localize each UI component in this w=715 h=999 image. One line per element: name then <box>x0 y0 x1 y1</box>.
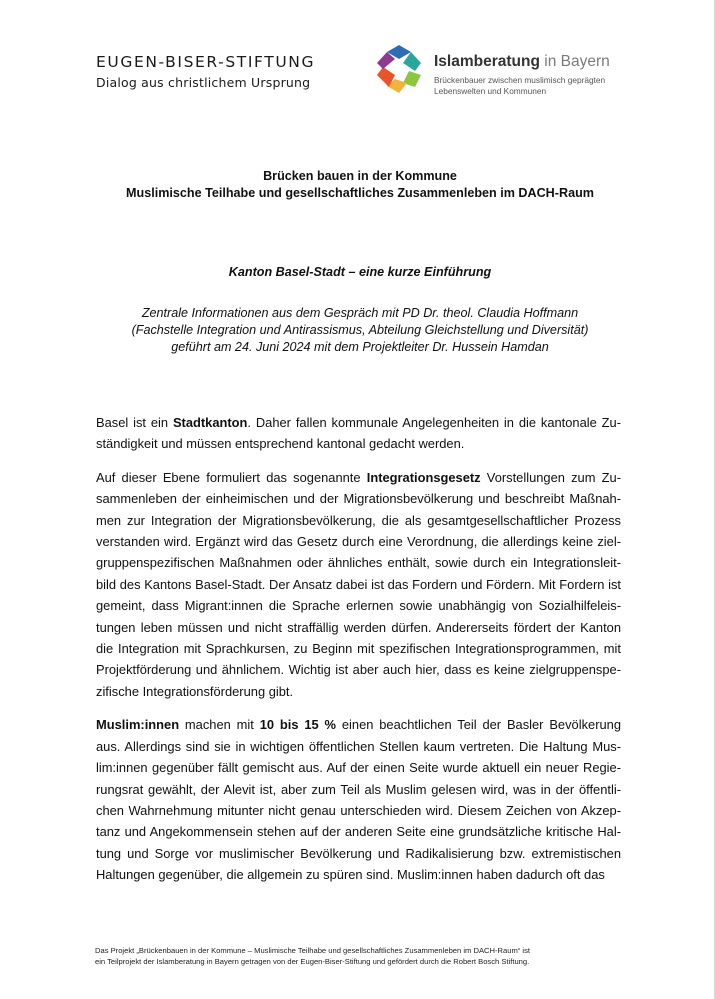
p2-text-a: Auf dieser Ebene formuliert das sogenannte <box>96 469 367 485</box>
eugen-biser-tagline: Dialog aus christlichem Ursprung <box>96 75 311 90</box>
footer-line-1: Das Projekt „Brückenbauen in der Kommune – Muslimische Teilhabe und gesellschaftliches Zusammenleben im DACH-Raum“ ist <box>95 946 531 955</box>
intro-line-2: (Fachstelle Integration und Antirassismus, Abteilung Gleichstellung und Diversität) <box>131 323 589 338</box>
islamberatung-header <box>434 52 644 96</box>
p3-text-b: machen mit <box>179 717 260 733</box>
p1-bold-stadtkanton: Stadtkanton <box>172 415 248 430</box>
title-line-1: Brücken bauen in der Kommune <box>263 169 457 183</box>
p1-text-c: . Daher fallen kommunale Angelegenheiten in die kantonale Zuständigkeit und müssen entsprechend kantonal gedacht werden. <box>96 415 621 452</box>
p3-text-d: einen beachtlichen Teil der Basler Bevölkerung aus. Allerdings sind sie in wichtigen öffentlichen Stellen kaum vertreten. Die Haltung Muslim:innen gegenüber fällt gemischt aus. Auf der einen Seite wurde aktuell ein neuer Regierungsrat gewählt, der Alevit ist, aber zum Teil als Muslim gelesen wird, was in der öffentlichen Wahrnehmung mitunter nicht genau unterschieden wird. Diesem Zeichen von Akzeptanz und Angekommensein stehen auf der anderen Seite eine grundsätzliche kritische Haltung und Sorge vor muslimischer Bevölkerung und Radikalisierung bzw. extremistischen Haltungen gegenüber, die allgemein zu spüren sind. Muslim:innen haben dadurch oft das <box>96 717 621 883</box>
p1-text-a: Basel ist ein <box>96 415 173 430</box>
footer-note <box>95 946 635 967</box>
paragraph-1 <box>96 412 621 455</box>
intro-line-1: Zentrale Informationen aus dem Gespräch mit PD Dr. theol. Claudia Hoffmann <box>141 306 579 320</box>
eugen-biser-header <box>96 52 315 92</box>
p3-bold-percentage: 10 bis 15 % <box>259 717 337 733</box>
document-title <box>60 168 660 202</box>
document-subtitle: Kanton Basel-Stadt – eine kurze Einführung <box>228 265 492 279</box>
islamberatung-name-bold: Islamberatung <box>434 53 540 70</box>
body-text <box>96 412 621 898</box>
interview-intro <box>60 305 660 357</box>
hexagon-star-logo-icon <box>373 43 425 95</box>
islamberatung-tagline-line2: Lebenswelten und Kommunen <box>434 85 547 96</box>
title-line-2: Muslimische Teilhabe und gesellschaftliches Zusammenleben im DACH-Raum <box>126 186 594 200</box>
paragraph-3 <box>96 714 621 885</box>
p3-bold-muslim-innen: Muslim:innen <box>96 717 180 733</box>
p2-bold-integrationsgesetz: Integrationsgesetz <box>366 469 481 485</box>
p2-text-c: Vorstellungen zum Zusammenleben der einheimischen und der Migrationsbevölkerung und beschreibt Maßnahmen zur Integration der Migrationsbevölkerung, die als gesamtgesellschaftlicher Prozess verstanden wird. Ergänzt wird das Gesetz durch eine Verordnung, die allerdings keine zielgruppenspezifischen Maßnahmen oder ähnliches enthält, sowie durch ein Integrationsleitbild des Kantons Basel-Stadt. Der Ansatz dabei ist das Fordern und Fördern. Mit Fordern ist gemeint, dass Migrant:innen die Sprache erlernen sowie unabhängig von Sozialhilfeleistungen leben müssen und nicht straffällig werden dürfen. Andererseits fördert der Kanton die Integration mit Sprachkursen, zu Beginn mit spezifischen Integrationsprogrammen, mit Projektförderung und ähnlichem. Wichtig ist aber auch hier, dass es keine zielgruppenspezifische Integrationsförderung gibt. <box>96 469 621 699</box>
eugen-biser-name: EUGEN-BISER-STIFTUNG <box>96 53 316 71</box>
footer-line-2: ein Teilprojekt der Islamberatung in Bayern getragen von der Eugen-Biser-Stiftung und gefördert durch die Robert Bosch Stiftung. <box>95 956 530 966</box>
islamberatung-name-light: in Bayern <box>544 53 610 70</box>
islamberatung-name <box>434 52 644 71</box>
paragraph-2 <box>96 467 621 702</box>
islamberatung-tagline-line1: Brückenbauer zwischen muslimisch geprägten <box>434 75 606 85</box>
islamberatung-tagline <box>434 75 644 96</box>
intro-line-3: geführt am 24. Juni 2024 mit dem Projektleiter Dr. Hussein Hamdan <box>171 340 549 355</box>
